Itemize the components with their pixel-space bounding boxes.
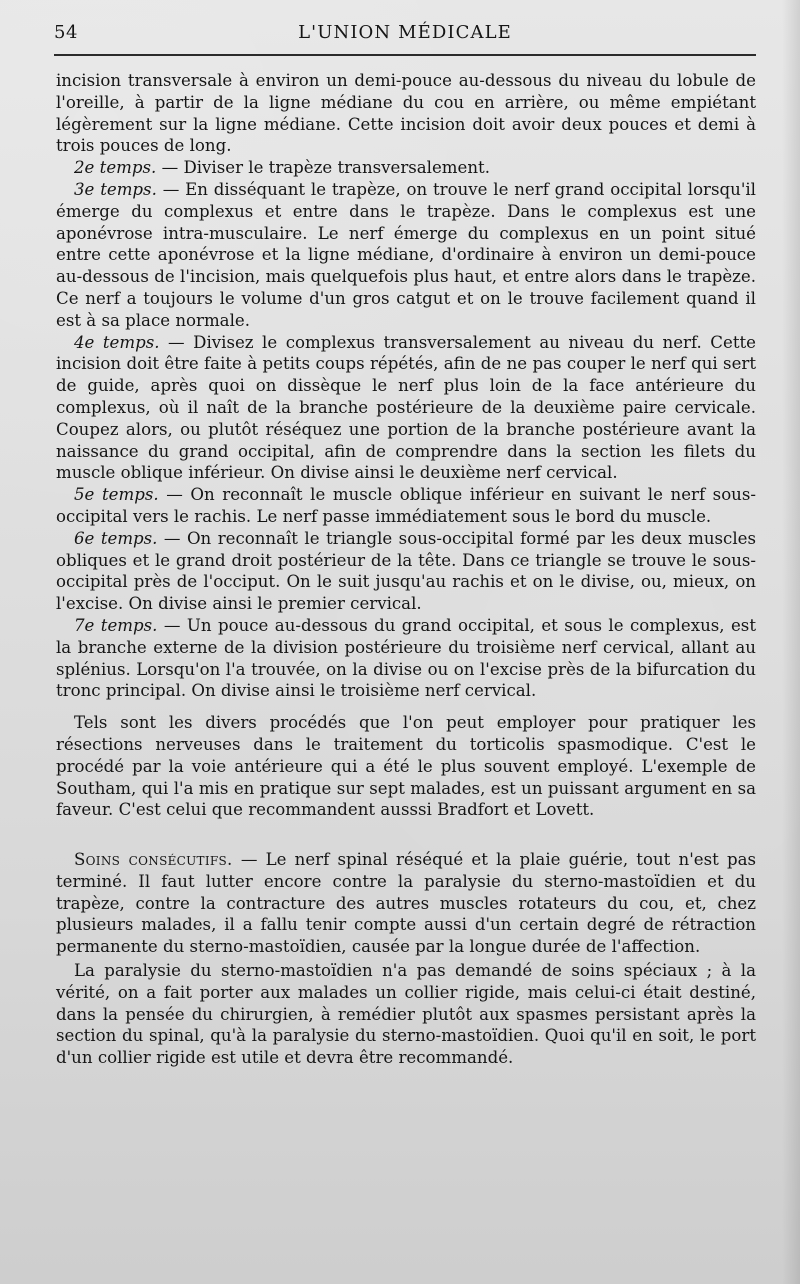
step-5-text: — On reconnaît le muscle oblique inférieur en suivant le nerf sous-occipital vers le rachis. Le nerf passe immédiatement sous le bord du muscle. (56, 485, 756, 526)
paragraph-intro (56, 70, 756, 157)
step-4-paragraph (56, 332, 756, 485)
step-5-label: 5e temps. (74, 485, 159, 505)
step-3-label: 3e temps. (74, 179, 157, 199)
step-2-paragraph (56, 157, 756, 179)
soins-consecutifs-label: Soins consécutifs. (74, 850, 233, 870)
resections-summary-text: Tels sont les divers procédés que l'on peut employer pour pratiquer les résections nerveuses dans le traitement du torticolis spasmodique. C'est le procédé par la voie antérieure qui a été le plus souvent employé. L'exemple de Southam, qui l'a mis en pratique sur sept malades, est un puissant argument en sa faveur. C'est celui que recommandent ausssi Bradfort et Lovett. (56, 713, 756, 820)
soins-consecutifs-paragraph (56, 849, 756, 958)
step-2-label: 2e temps. (74, 158, 157, 178)
step-5-paragraph (56, 484, 756, 528)
page-header (54, 20, 756, 56)
step-7-label: 7e temps. (74, 615, 158, 635)
paralysis-text: La paralysie du sterno-mastoïdien n'a pas demandé de soins spéciaux ; à la vérité, on a fait porter aux malades un collier rigide, mais celui-ci était destiné, dans la pensée du chirurgien, à remédier plutôt aux spasmes persistant après la section du spinal, qu'à la paralysie du sterno-mastoïdien. Quoi qu'il en soit, le port d'un collier rigide est utile et devra être recommandé. (56, 961, 756, 1068)
step-6-label: 6e temps. (74, 528, 158, 548)
paragraph-intro-text: incision transversale à environ un demi-pouce au-dessous du niveau du lobule de l'oreille, à partir de la ligne médiane du cou en arrière, ou même empiétant légèrement sur la ligne médiane. Cette incision doit avoir deux pouces et demi à trois pouces de long. (56, 71, 756, 156)
step-4-label: 4e temps. (74, 332, 160, 352)
step-7-paragraph (56, 615, 756, 702)
step-3-paragraph (56, 179, 756, 332)
paralysis-paragraph (56, 960, 756, 1069)
page-number: 54 (54, 22, 78, 43)
step-4-text: — Divisez le complexus transversalement au niveau du nerf. Cette incision doit être faite à petits coups répétés, afin de ne pas couper le nerf qui sert de guide, après quoi on dissèque le nerf plus loin de la face antérieure du complexus, où il naît de la branche postérieure de la deuxième paire cervicale. Coupez alors, ou plutôt réséquez une portion de la branche postérieure avant la naissance du grand occipital, afin de comprendre dans la section les filets du muscle oblique inférieur. On divise ainsi le deuxième nerf cervical. (56, 332, 756, 483)
step-2-text: — Diviser le trapèze transversalement. (156, 158, 490, 178)
step-6-text: — On reconnaît le triangle sous-occipital formé par les deux muscles obliques et le grand droit postérieur de la tête. Dans ce triangle se trouve le sous-occipital près de l'occiput. On le suit jusqu'au rachis et on le divise, ou, mieux, on l'excise. On divise ainsi le premier cervical. (56, 528, 756, 614)
step-7-text: — Un pouce au-dessous du grand occipital, et sous le complexus, est la branche externe de la division postérieure du troisième nerf cervical, allant au splénius. Lorsqu'on l'a trouvée, on la divise ou on l'excise près de la bifurcation du tronc principal. On divise ainsi le troisième nerf cervical. (56, 615, 756, 701)
document-body (56, 70, 756, 1069)
soins-consecutifs-text: — Le nerf spinal réséqué et la plaie guérie, tout n'est pas terminé. Il faut lutter encore contre la paralysie du sterno-mastoïdien et du trapèze, contre la contracture des autres muscles rotateurs du cou, et, chez plusieurs malades, il a fallu tenir compte aussi d'un certain degré de rétraction permanente du sterno-mastoïdien, causée par la longue durée de l'affection. (56, 850, 757, 957)
step-3-text: — En disséquant le trapèze, on trouve le nerf grand occipital lorsqu'il émerge du complexus et entre dans le trapèze. Dans le complexus est une aponévrose intra-musculaire. Le nerf émerge du complexus en un point situé entre cette aponévrose et la ligne médiane, d'ordinaire à environ un demi-pouce au-dessous de l'incision, mais quelquefois plus haut, et entre alors dans le trapèze. Ce nerf a toujours le volume d'un gros catgut et on le trouve facilement quand il est à sa place normale. (56, 179, 756, 330)
running-title: L'UNION MÉDICALE (298, 22, 512, 43)
step-6-paragraph (56, 528, 756, 615)
resections-summary-paragraph (56, 712, 756, 821)
